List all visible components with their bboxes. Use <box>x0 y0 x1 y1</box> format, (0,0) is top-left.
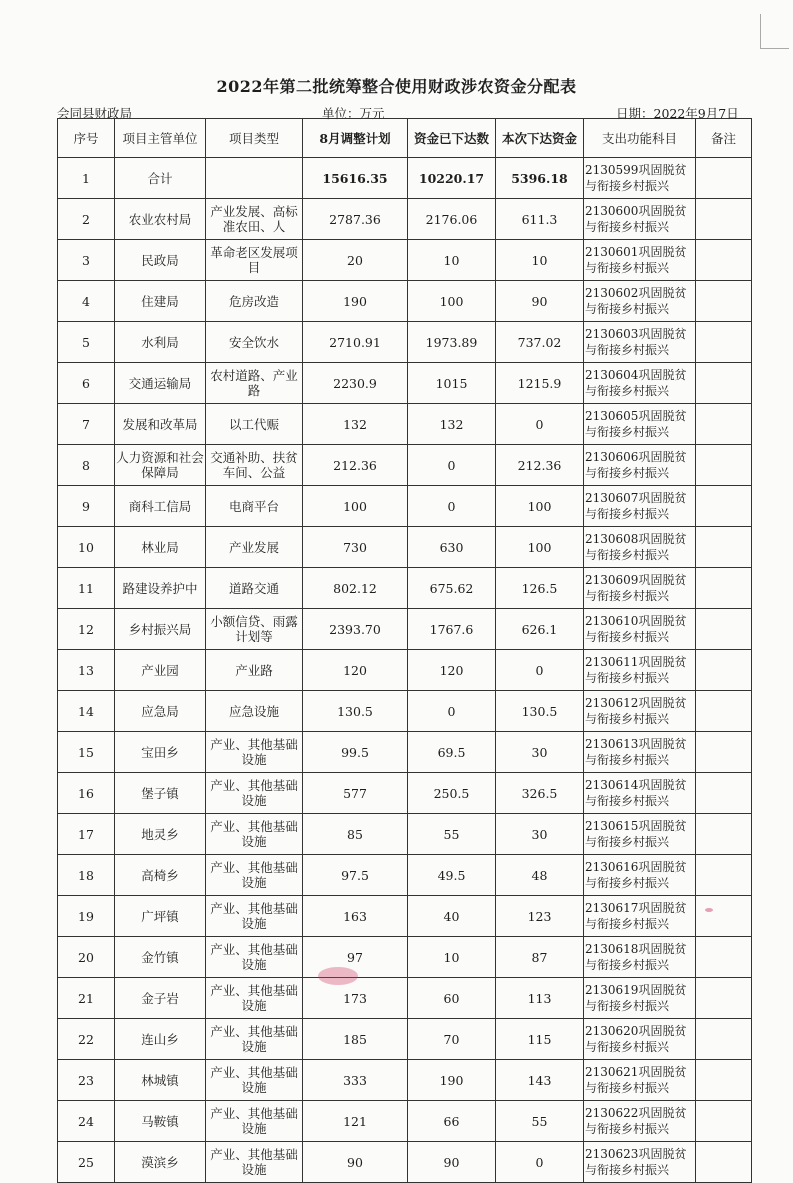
cell-note <box>696 199 752 240</box>
table-row <box>58 609 752 650</box>
cell-note <box>696 445 752 486</box>
cell-note <box>696 978 752 1019</box>
cell-note <box>696 486 752 527</box>
cell-plan: 2230.9 <box>303 363 408 404</box>
cell-type: 以工代赈 <box>206 404 303 445</box>
cell-type: 产业发展、高标准农田、人 <box>206 199 303 240</box>
cell-type <box>206 158 303 199</box>
cell-func: 2130605巩固脱贫与衔接乡村振兴 <box>584 404 696 445</box>
cell-type: 农村道路、产业路 <box>206 363 303 404</box>
cell-note <box>696 281 752 322</box>
cell-dept: 住建局 <box>115 281 206 322</box>
cell-type: 革命老区发展项目 <box>206 240 303 281</box>
cell-seq: 14 <box>58 691 115 732</box>
cell-plan: 15616.35 <box>303 158 408 199</box>
cell-func: 2130607巩固脱贫与衔接乡村振兴 <box>584 486 696 527</box>
cell-issued: 90 <box>408 1142 496 1183</box>
table-row <box>58 404 752 445</box>
table-row <box>58 1101 752 1142</box>
cell-issued: 0 <box>408 691 496 732</box>
cell-seq: 10 <box>58 527 115 568</box>
table-row <box>58 199 752 240</box>
cell-current: 5396.18 <box>496 158 584 199</box>
cell-type: 产业、其他基础设施 <box>206 855 303 896</box>
cell-issued: 0 <box>408 486 496 527</box>
cell-dept: 乡村振兴局 <box>115 609 206 650</box>
cell-seq: 4 <box>58 281 115 322</box>
cell-issued: 250.5 <box>408 773 496 814</box>
cell-func: 2130601巩固脱贫与衔接乡村振兴 <box>584 240 696 281</box>
cell-dept: 应急局 <box>115 691 206 732</box>
cell-seq: 7 <box>58 404 115 445</box>
cell-seq: 3 <box>58 240 115 281</box>
cell-type: 产业路 <box>206 650 303 691</box>
cell-plan: 730 <box>303 527 408 568</box>
cell-plan: 130.5 <box>303 691 408 732</box>
table-row <box>58 568 752 609</box>
cell-issued: 630 <box>408 527 496 568</box>
cell-note <box>696 568 752 609</box>
cell-dept: 宝田乡 <box>115 732 206 773</box>
cell-func: 2130604巩固脱贫与衔接乡村振兴 <box>584 363 696 404</box>
cell-current: 115 <box>496 1019 584 1060</box>
cell-type: 产业、其他基础设施 <box>206 773 303 814</box>
cell-func: 2130609巩固脱贫与衔接乡村振兴 <box>584 568 696 609</box>
cell-note <box>696 691 752 732</box>
cell-note <box>696 896 752 937</box>
cell-seq: 22 <box>58 1019 115 1060</box>
cell-func: 2130621巩固脱贫与衔接乡村振兴 <box>584 1060 696 1101</box>
cell-seq: 19 <box>58 896 115 937</box>
cell-type: 产业、其他基础设施 <box>206 896 303 937</box>
cell-issued: 10220.17 <box>408 158 496 199</box>
cell-seq: 15 <box>58 732 115 773</box>
cell-plan: 2710.91 <box>303 322 408 363</box>
cell-plan: 333 <box>303 1060 408 1101</box>
cell-current: 626.1 <box>496 609 584 650</box>
cell-dept: 金竹镇 <box>115 937 206 978</box>
header-plan: 8月调整计划 <box>303 119 408 158</box>
cell-func: 2130622巩固脱贫与衔接乡村振兴 <box>584 1101 696 1142</box>
cell-issued: 60 <box>408 978 496 1019</box>
cell-current: 100 <box>496 486 584 527</box>
cell-seq: 2 <box>58 199 115 240</box>
allocation-table <box>57 118 752 1183</box>
cell-plan: 20 <box>303 240 408 281</box>
cell-current: 1215.9 <box>496 363 584 404</box>
cell-plan: 2393.70 <box>303 609 408 650</box>
table-row <box>58 773 752 814</box>
cell-note <box>696 363 752 404</box>
cell-issued: 0 <box>408 445 496 486</box>
cell-func: 2130611巩固脱贫与衔接乡村振兴 <box>584 650 696 691</box>
cell-issued: 10 <box>408 240 496 281</box>
cell-current: 0 <box>496 404 584 445</box>
cell-dept: 产业园 <box>115 650 206 691</box>
cell-issued: 1973.89 <box>408 322 496 363</box>
cell-type: 交通补助、扶贫车间、公益 <box>206 445 303 486</box>
cell-plan: 85 <box>303 814 408 855</box>
table-row <box>58 322 752 363</box>
cell-func: 2130614巩固脱贫与衔接乡村振兴 <box>584 773 696 814</box>
cell-note <box>696 732 752 773</box>
cell-note <box>696 240 752 281</box>
cell-seq: 12 <box>58 609 115 650</box>
cell-seq: 18 <box>58 855 115 896</box>
cell-plan: 120 <box>303 650 408 691</box>
cell-seq: 21 <box>58 978 115 1019</box>
cell-note <box>696 404 752 445</box>
cell-plan: 132 <box>303 404 408 445</box>
cell-seq: 25 <box>58 1142 115 1183</box>
cell-type: 道路交通 <box>206 568 303 609</box>
cell-func: 2130608巩固脱贫与衔接乡村振兴 <box>584 527 696 568</box>
unit-label: 单位：万元 <box>322 106 385 121</box>
cell-func: 2130616巩固脱贫与衔接乡村振兴 <box>584 855 696 896</box>
header-type: 项目类型 <box>206 119 303 158</box>
cell-issued: 55 <box>408 814 496 855</box>
table-row <box>58 158 752 199</box>
table-row <box>58 896 752 937</box>
cell-type: 危房改造 <box>206 281 303 322</box>
cell-current: 10 <box>496 240 584 281</box>
cell-note <box>696 814 752 855</box>
cell-dept: 马鞍镇 <box>115 1101 206 1142</box>
cell-dept: 路建设养护中 <box>115 568 206 609</box>
cell-note <box>696 1060 752 1101</box>
table-row <box>58 937 752 978</box>
cell-func: 2130599巩固脱贫与衔接乡村振兴 <box>584 158 696 199</box>
cell-type: 产业、其他基础设施 <box>206 1060 303 1101</box>
cell-issued: 100 <box>408 281 496 322</box>
cell-issued: 40 <box>408 896 496 937</box>
cell-type: 产业、其他基础设施 <box>206 1101 303 1142</box>
cell-current: 30 <box>496 814 584 855</box>
cell-func: 2130612巩固脱贫与衔接乡村振兴 <box>584 691 696 732</box>
table-row <box>58 855 752 896</box>
cell-note <box>696 527 752 568</box>
cell-current: 212.36 <box>496 445 584 486</box>
cell-dept: 广坪镇 <box>115 896 206 937</box>
cell-func: 2130617巩固脱贫与衔接乡村振兴 <box>584 896 696 937</box>
cell-note <box>696 937 752 978</box>
cell-seq: 20 <box>58 937 115 978</box>
cell-seq: 13 <box>58 650 115 691</box>
table-row <box>58 1019 752 1060</box>
cell-note <box>696 158 752 199</box>
cell-current: 55 <box>496 1101 584 1142</box>
cell-type: 电商平台 <box>206 486 303 527</box>
cell-type: 产业、其他基础设施 <box>206 1142 303 1183</box>
cell-seq: 24 <box>58 1101 115 1142</box>
issuer-label: 会同县财政局 <box>57 106 133 121</box>
cell-seq: 16 <box>58 773 115 814</box>
cell-issued: 1015 <box>408 363 496 404</box>
cell-func: 2130615巩固脱贫与衔接乡村振兴 <box>584 814 696 855</box>
table-row <box>58 527 752 568</box>
cell-issued: 190 <box>408 1060 496 1101</box>
cell-issued: 120 <box>408 650 496 691</box>
date-label: 日期：2022年9月7日 <box>616 106 739 121</box>
cell-plan: 2787.36 <box>303 199 408 240</box>
cell-func: 2130623巩固脱贫与衔接乡村振兴 <box>584 1142 696 1183</box>
scan-border-mark <box>760 14 789 49</box>
cell-seq: 6 <box>58 363 115 404</box>
cell-plan: 577 <box>303 773 408 814</box>
cell-note <box>696 1019 752 1060</box>
cell-dept: 水利局 <box>115 322 206 363</box>
table-row <box>58 1060 752 1101</box>
cell-seq: 11 <box>58 568 115 609</box>
cell-dept: 农业农村局 <box>115 199 206 240</box>
cell-type: 产业、其他基础设施 <box>206 732 303 773</box>
header-current: 本次下达资金 <box>496 119 584 158</box>
cell-seq: 8 <box>58 445 115 486</box>
cell-current: 130.5 <box>496 691 584 732</box>
cell-dept: 堡子镇 <box>115 773 206 814</box>
cell-type: 应急设施 <box>206 691 303 732</box>
cell-dept: 连山乡 <box>115 1019 206 1060</box>
cell-current: 100 <box>496 527 584 568</box>
cell-issued: 69.5 <box>408 732 496 773</box>
cell-issued: 10 <box>408 937 496 978</box>
cell-type: 产业、其他基础设施 <box>206 814 303 855</box>
table-row <box>58 486 752 527</box>
cell-func: 2130603巩固脱贫与衔接乡村振兴 <box>584 322 696 363</box>
cell-current: 87 <box>496 937 584 978</box>
cell-current: 737.02 <box>496 322 584 363</box>
cell-current: 30 <box>496 732 584 773</box>
header-func: 支出功能科目 <box>584 119 696 158</box>
table-row <box>58 978 752 1019</box>
cell-plan: 190 <box>303 281 408 322</box>
cell-plan: 173 <box>303 978 408 1019</box>
cell-plan: 212.36 <box>303 445 408 486</box>
cell-dept: 林城镇 <box>115 1060 206 1101</box>
cell-plan: 100 <box>303 486 408 527</box>
cell-type: 产业、其他基础设施 <box>206 937 303 978</box>
cell-issued: 66 <box>408 1101 496 1142</box>
cell-note <box>696 322 752 363</box>
cell-type: 小额信贷、雨露计划等 <box>206 609 303 650</box>
cell-note <box>696 1142 752 1183</box>
cell-func: 2130613巩固脱贫与衔接乡村振兴 <box>584 732 696 773</box>
cell-func: 2130619巩固脱贫与衔接乡村振兴 <box>584 978 696 1019</box>
cell-current: 48 <box>496 855 584 896</box>
cell-plan: 163 <box>303 896 408 937</box>
cell-current: 143 <box>496 1060 584 1101</box>
cell-type: 产业、其他基础设施 <box>206 1019 303 1060</box>
cell-current: 611.3 <box>496 199 584 240</box>
cell-plan: 97.5 <box>303 855 408 896</box>
table-row <box>58 281 752 322</box>
header-dept: 项目主管单位 <box>115 119 206 158</box>
cell-current: 90 <box>496 281 584 322</box>
cell-dept: 合计 <box>115 158 206 199</box>
cell-type: 产业、其他基础设施 <box>206 978 303 1019</box>
table-row <box>58 814 752 855</box>
document-title: 2022年第二批统筹整合使用财政涉农资金分配表 <box>216 77 577 96</box>
cell-dept: 林业局 <box>115 527 206 568</box>
cell-func: 2130618巩固脱贫与衔接乡村振兴 <box>584 937 696 978</box>
red-seal-smudge <box>318 967 358 985</box>
table-row <box>58 1142 752 1183</box>
cell-issued: 70 <box>408 1019 496 1060</box>
cell-plan: 97 <box>303 937 408 978</box>
cell-plan: 802.12 <box>303 568 408 609</box>
cell-issued: 2176.06 <box>408 199 496 240</box>
cell-current: 113 <box>496 978 584 1019</box>
table-row <box>58 732 752 773</box>
cell-current: 326.5 <box>496 773 584 814</box>
cell-seq: 1 <box>58 158 115 199</box>
cell-current: 0 <box>496 1142 584 1183</box>
cell-note <box>696 650 752 691</box>
table-row <box>58 445 752 486</box>
cell-plan: 99.5 <box>303 732 408 773</box>
table-row <box>58 363 752 404</box>
header-note: 备注 <box>696 119 752 158</box>
cell-func: 2130602巩固脱贫与衔接乡村振兴 <box>584 281 696 322</box>
cell-dept: 发展和改革局 <box>115 404 206 445</box>
cell-issued: 132 <box>408 404 496 445</box>
cell-dept: 地灵乡 <box>115 814 206 855</box>
cell-dept: 人力资源和社会保障局 <box>115 445 206 486</box>
cell-issued: 675.62 <box>408 568 496 609</box>
red-ink-speck <box>705 908 713 912</box>
cell-dept: 金子岩 <box>115 978 206 1019</box>
cell-seq: 17 <box>58 814 115 855</box>
table-row <box>58 240 752 281</box>
cell-note <box>696 855 752 896</box>
cell-plan: 90 <box>303 1142 408 1183</box>
cell-current: 123 <box>496 896 584 937</box>
cell-plan: 121 <box>303 1101 408 1142</box>
cell-type: 产业发展 <box>206 527 303 568</box>
cell-dept: 商科工信局 <box>115 486 206 527</box>
cell-func: 2130600巩固脱贫与衔接乡村振兴 <box>584 199 696 240</box>
cell-func: 2130620巩固脱贫与衔接乡村振兴 <box>584 1019 696 1060</box>
table-header-row <box>58 119 752 158</box>
cell-seq: 9 <box>58 486 115 527</box>
header-issued: 资金已下达数 <box>408 119 496 158</box>
cell-note <box>696 1101 752 1142</box>
cell-dept: 漠滨乡 <box>115 1142 206 1183</box>
cell-plan: 185 <box>303 1019 408 1060</box>
cell-dept: 高椅乡 <box>115 855 206 896</box>
table-row <box>58 691 752 732</box>
cell-dept: 民政局 <box>115 240 206 281</box>
cell-note <box>696 773 752 814</box>
cell-dept: 交通运输局 <box>115 363 206 404</box>
cell-seq: 23 <box>58 1060 115 1101</box>
cell-seq: 5 <box>58 322 115 363</box>
header-seq: 序号 <box>58 119 115 158</box>
cell-current: 126.5 <box>496 568 584 609</box>
cell-issued: 1767.6 <box>408 609 496 650</box>
cell-current: 0 <box>496 650 584 691</box>
cell-func: 2130610巩固脱贫与衔接乡村振兴 <box>584 609 696 650</box>
cell-issued: 49.5 <box>408 855 496 896</box>
cell-func: 2130606巩固脱贫与衔接乡村振兴 <box>584 445 696 486</box>
cell-type: 安全饮水 <box>206 322 303 363</box>
table-row <box>58 650 752 691</box>
cell-note <box>696 609 752 650</box>
